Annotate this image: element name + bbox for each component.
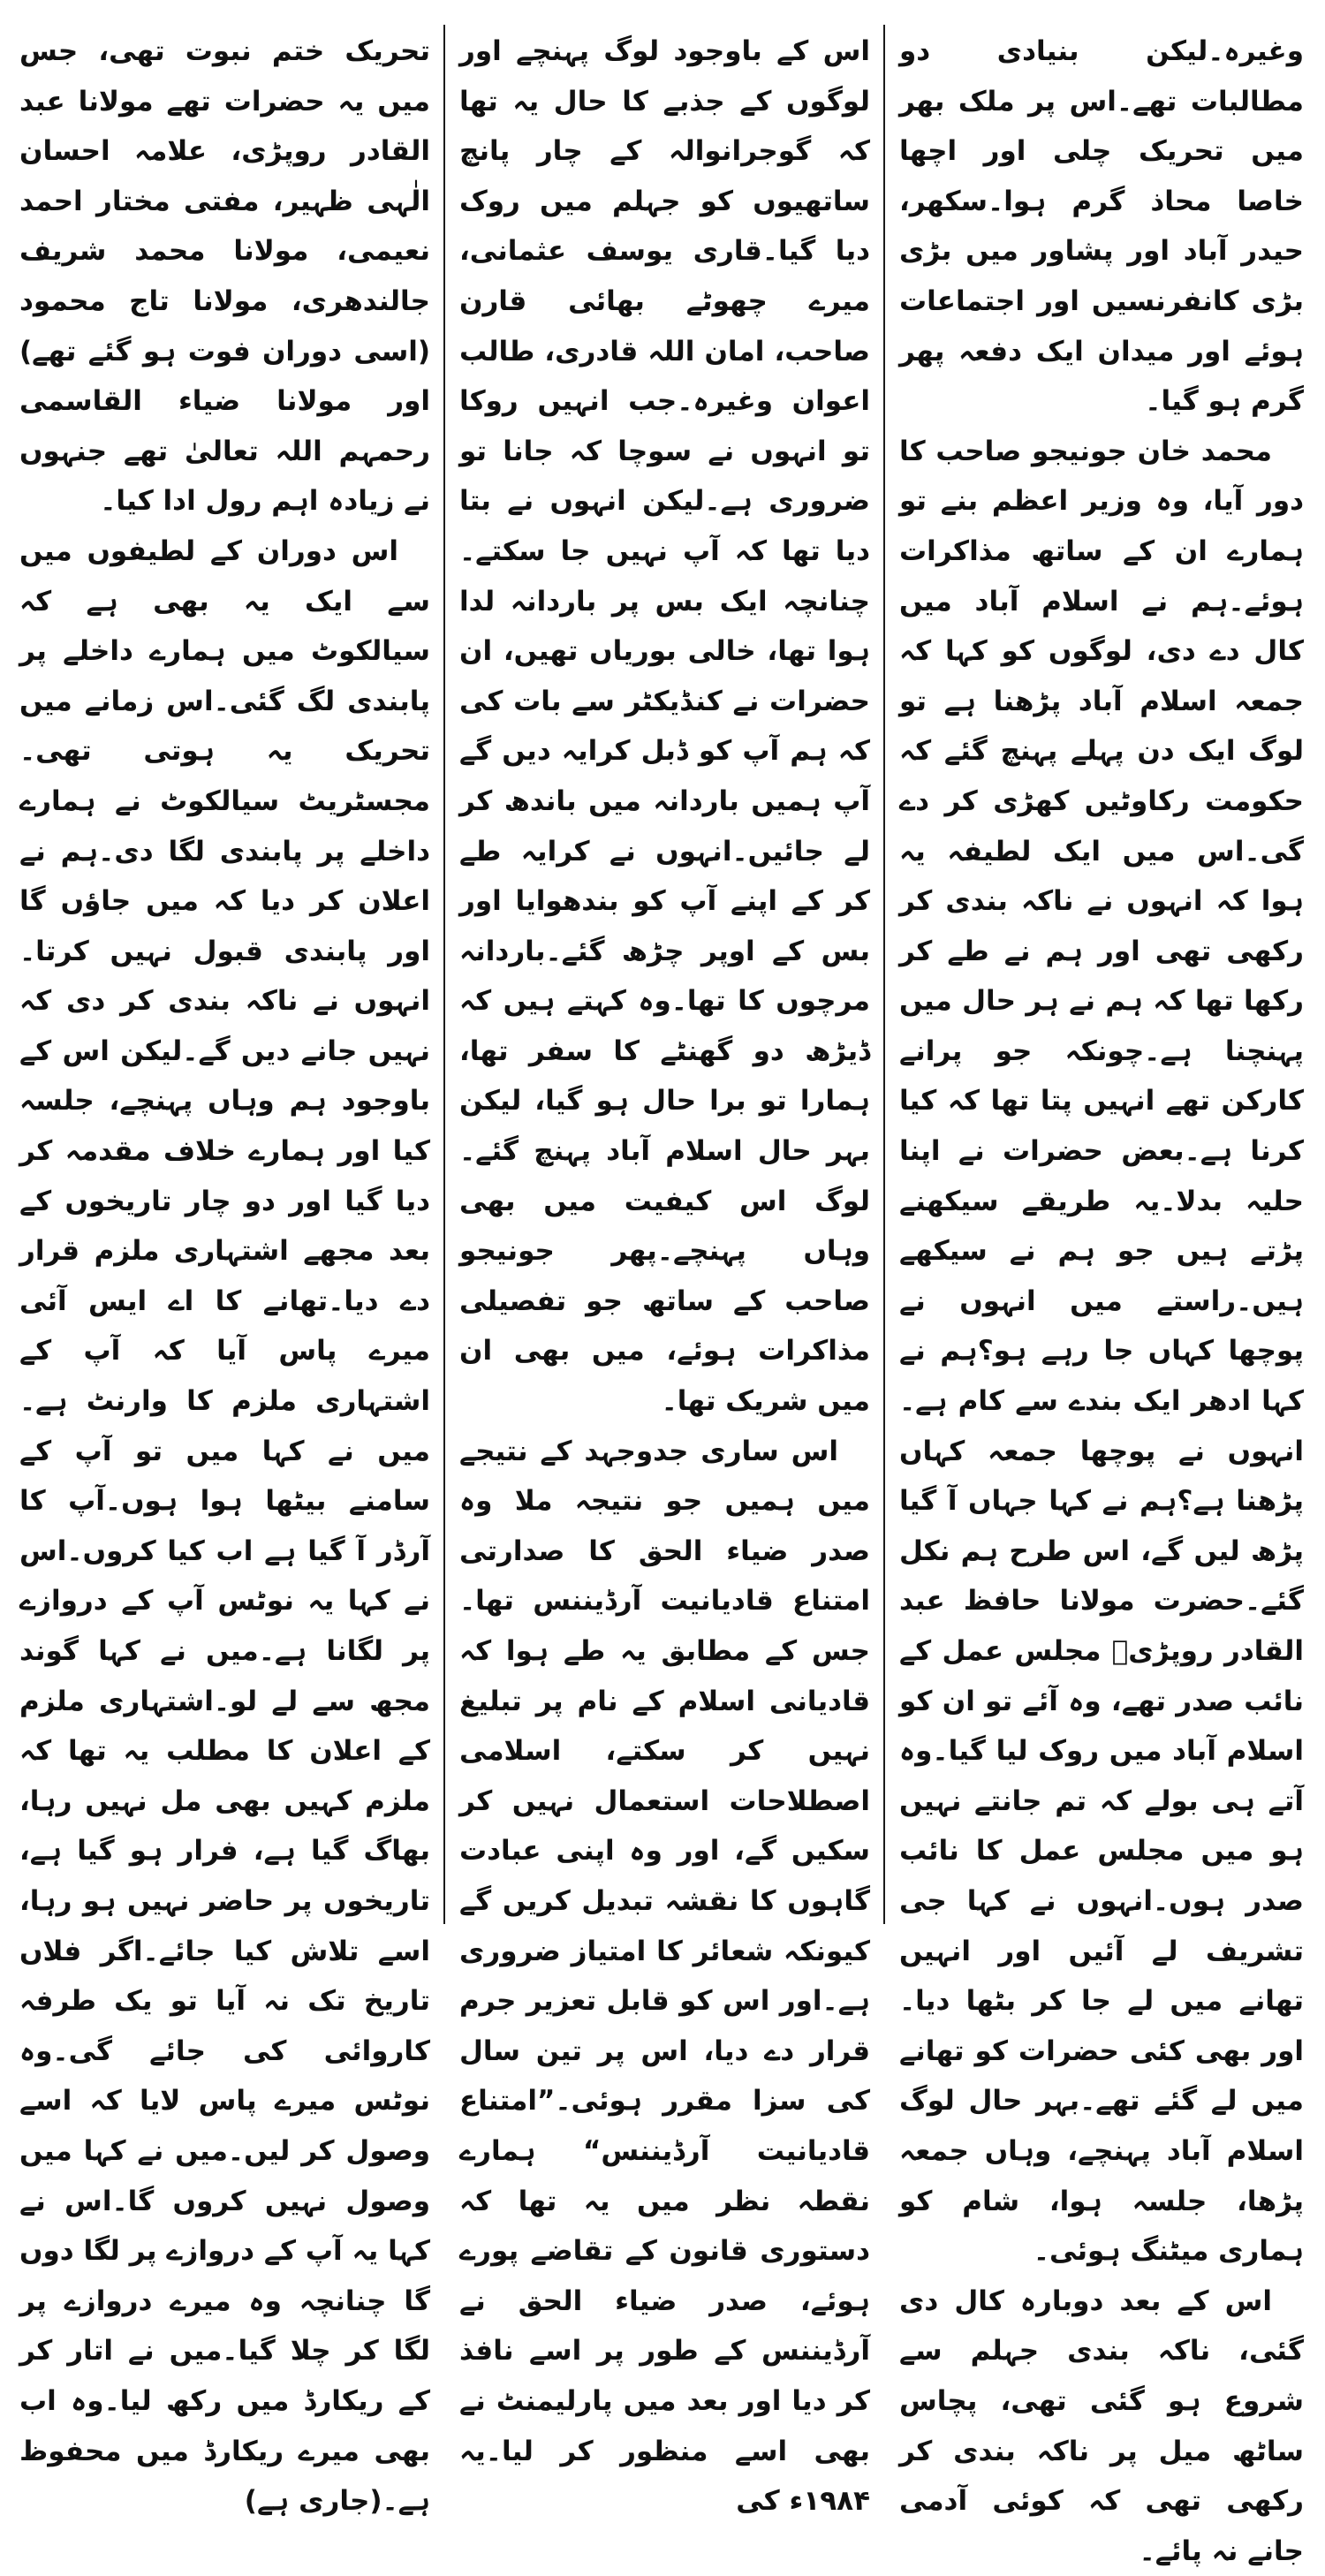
article-column-left — [19, 27, 430, 2518]
paragraph: وغیرہ۔لیکن بنیادی دو مطالبات تھے۔اس پر ملک بھر میں تحریک چلی اور اچھا خاصا محاذ گرم ہوا۔سکھر، حیدر آباد اور پشاور میں بڑی بڑی کانفرنسیں اور اجتماعات ہوئے اور میدان ایک دفعہ پھر گرم ہو گیا۔ — [899, 35, 1304, 418]
column-divider — [883, 25, 885, 1924]
paragraph: اس کے باوجود لوگ پہنچے اور لوگوں کے جذبے کا حال یہ تھا کہ گوجرانوالہ کے چار پانچ ساتھیوں کو جہلم میں روک دیا گیا۔قاری یوسف عثمانی، میرے چھوٹے بھائی قارن صاحب، امان اللہ قادری، طالب اعوان وغیرہ۔جب انہیں روکا تو انہوں نے سوچا کہ جانا تو ضروری ہے۔لیکن انہوں نے بتا دیا تھا کہ آپ نہیں جا سکتے۔چنانچہ ایک بس پر باردانہ لدا ہوا تھا، خالی بوریاں تھیں، ان حضرات نے کنڈیکٹر سے بات کی کہ ہم آپ کو ڈبل کرایہ دیں گے آپ ہمیں باردانہ میں باندھ کر لے جائیں۔انہوں نے کرایہ طے کر کے اپنے آپ کو بندھوایا اور بس کے اوپر چڑھ گئے۔باردانہ مرچوں کا تھا۔وہ کہتے ہیں کہ ڈیڑھ دو گھنٹے کا سفر تھا، ہمارا تو برا حال ہو گیا، لیکن بہر حال اسلام آباد پہنچ گئے۔لوگ اس کیفیت میں بھی وہاں پہنچے۔پھر جونیجو صاحب کے ساتھ جو تفصیلی مذاکرات ہوئے، میں بھی ان میں شریک تھا۔ — [459, 35, 870, 1418]
paragraph: محمد خان جونیجو صاحب کا دور آیا، وہ وزیر اعظم بنے تو ہمارے ان کے ساتھ مذاکرات ہوئے۔ہم نے اسلام آباد میں کال دے دی، لوگوں کو کہا کہ جمعہ اسلام آباد پڑھنا ہے تو لوگ ایک دن پہلے پہنچ گئے کہ حکومت رکاوٹیں کھڑی کر دے گی۔اس میں ایک لطیفہ یہ ہوا کہ انہوں نے ناکہ بندی کر رکھی تھی اور ہم نے طے کر رکھا تھا کہ ہم نے ہر حال میں پہنچنا ہے۔چونکہ جو پرانے کارکن تھے انہیں پتا تھا کہ کیا کرنا ہے۔بعض حضرات نے اپنا حلیہ بدلا۔یہ طریقے سیکھنے پڑتے ہیں جو ہم نے سیکھے ہیں۔راستے میں انہوں نے پوچھا کہاں جا رہے ہو؟ہم نے کہا ادھر ایک بندے سے کام ہے۔انہوں نے پوچھا جمعہ کہاں پڑھنا ہے؟ہم نے کہا جہاں آ گیا پڑھ لیں گے، اس طرح ہم نکل گئے۔حضرت مولانا حافظ عبد القادر روپڑیؒ مجلس عمل کے نائب صدر تھے، وہ آئے تو ان کو اسلام آباد میں روک لیا گیا۔وہ آتے ہی بولے کہ تم جانتے نہیں ہو میں مجلس عمل کا نائب صدر ہوں۔انہوں نے کہا جی تشریف لے آئیں اور انہیں تھانے میں لے جا کر بٹھا دیا۔اور بھی کئی حضرات کو تھانے میں لے گئے تھے۔بہر حال لوگ اسلام آباد پہنچے، وہاں جمعہ پڑھا، جلسہ ہوا، شام کو ہماری میٹنگ ہوئی۔ — [899, 435, 1304, 2268]
paragraph: اس ساری جدوجہد کے نتیجے میں ہمیں جو نتیجہ ملا وہ صدر ضیاء الحق کا صدارتی امتناع قادیانیت آرڈیننس تھا۔جس کے مطابق یہ طے ہوا کہ قادیانی اسلام کے نام پر تبلیغ نہیں کر سکتے، اسلامی اصطلاحات استعمال نہیں کر سکیں گے، اور وہ اپنی عبادت گاہوں کا نقشہ تبدیل کریں گے کیونکہ شعائر کا امتیاز ضروری ہے۔اور اس کو قابل تعزیر جرم قرار دے دیا، اس پر تین سال کی سزا مقرر ہوئی۔”امتناع قادیانیت آرڈیننس“ ہمارے نقطہ نظر میں یہ تھا کہ دستوری قانون کے تقاضے پورے ہوئے، صدر ضیاء الحق نے آرڈیننس کے طور پر اسے نافذ کر دیا اور بعد میں پارلیمنٹ نے بھی اسے منظور کر لیا۔یہ ۱۹۸۴ء کی — [459, 1435, 870, 2518]
paragraph: اس دوران کے لطیفوں میں سے ایک یہ بھی ہے کہ سیالکوٹ میں ہمارے داخلے پر پابندی لگ گئی۔اس زمانے میں تحریک یہ ہوتی تھی۔مجسٹریٹ سیالکوٹ نے ہمارے داخلے پر پابندی لگا دی۔ہم نے اعلان کر دیا کہ میں جاؤں گا اور پابندی قبول نہیں کرتا۔انہوں نے ناکہ بندی کر دی کہ نہیں جانے دیں گے۔لیکن اس کے باوجود ہم وہاں پہنچے، جلسہ کیا اور ہمارے خلاف مقدمہ کر دیا گیا اور دو چار تاریخوں کے بعد مجھے اشتہاری ملزم قرار دے دیا۔تھانے کا اے ایس آئی میرے پاس آیا کہ آپ کے اشتہاری ملزم کا وارنٹ ہے۔میں نے کہا میں تو آپ کے سامنے بیٹھا ہوا ہوں۔آپ کا آرڈر آ گیا ہے اب کیا کروں۔اس نے کہا یہ نوٹس آپ کے دروازے پر لگانا ہے۔میں نے کہا گوند مجھ سے لے لو۔اشتہاری ملزم کے اعلان کا مطلب یہ تھا کہ ملزم کہیں بھی مل نہیں رہا، بھاگ گیا ہے، فرار ہو گیا ہے، تاریخوں پر حاضر نہیں ہو رہا، اسے تلاش کیا جائے۔اگر فلاں تاریخ تک نہ آیا تو یک طرفہ کاروائی کی جائے گی۔وہ نوٹس میرے پاس لایا کہ اسے وصول کر لیں۔میں نے کہا میں وصول نہیں کروں گا۔اس نے کہا یہ آپ کے دروازے پر لگا دوں گا چنانچہ وہ میرے دروازے پر لگا کر چلا گیا۔میں نے اتار کر کے ریکارڈ میں رکھ لیا۔وہ اب بھی میرے ریکارڈ میں محفوظ ہے۔(جاری ہے) — [19, 534, 430, 2518]
paragraph: تحریک ختم نبوت تھی، جس میں یہ حضرات تھے مولانا عبد القادر روپڑی، علامہ احسان الٰہی ظہیر، مفتی مختار احمد نعیمی، مولانا محمد شریف جالندھری، مولانا تاج محمود (اسی دوران فوت ہو گئے تھے) اور مولانا ضیاء القاسمی رحمہم اللہ تعالیٰ تھے جنہوں نے زیادہ اہم رول ادا کیا۔ — [19, 35, 430, 518]
paragraph: اس کے بعد دوبارہ کال دی گئی، ناکہ بندی جہلم سے شروع ہو گئی تھی، پچاس ساٹھ میل پر ناکہ بندی کر رکھی تھی کہ کوئی آدمی جانے نہ پائے۔ — [899, 2284, 1304, 2567]
article-column-middle — [459, 27, 870, 2518]
article-column-right — [899, 27, 1304, 2567]
column-divider — [443, 25, 445, 1924]
